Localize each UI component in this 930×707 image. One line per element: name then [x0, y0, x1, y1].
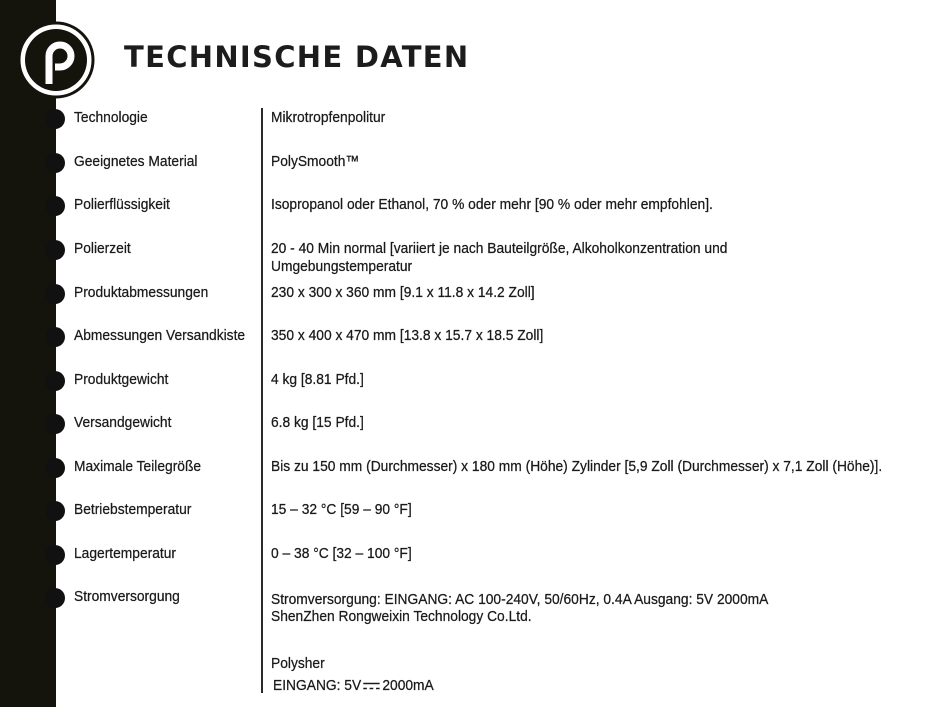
bullet-icon [45, 327, 65, 347]
spec-label: Technologie [74, 109, 148, 126]
bullet-icon [45, 153, 65, 173]
bullet-icon [45, 545, 65, 565]
spec-label: Betriebstemperatur [74, 501, 192, 518]
power-supply-line-1: Stromversorgung: EINGANG: AC 100-240V, 50/60Hz, 0.4A Ausgang: 5V 2000mA [271, 591, 769, 608]
spec-value: Isopropanol oder Ethanol, 70 % oder mehr [90 % oder mehr empfohlen]. [271, 196, 713, 213]
bullet-icon [45, 414, 65, 434]
bullet-icon [45, 240, 65, 260]
bullet-icon [45, 109, 65, 129]
spec-label: Maximale Teilegröße [74, 458, 202, 475]
spec-value: 6.8 kg [15 Pfd.] [271, 414, 364, 431]
spec-label: Geeignetes Material [74, 153, 198, 170]
spec-value: 350 x 400 x 470 mm [13.8 x 15.7 x 18.5 Zoll] [271, 327, 544, 344]
device-input-suffix: 2000mA [382, 677, 434, 694]
bullet-icon [45, 588, 65, 608]
spec-label: Lagertemperatur [74, 545, 177, 562]
spec-value: 230 x 300 x 360 mm [9.1 x 11.8 x 14.2 Zoll] [271, 284, 535, 301]
device-input-rating [273, 677, 434, 695]
spec-label: Polierzeit [74, 240, 131, 257]
dc-current-icon [363, 681, 380, 691]
power-supply-line-2: ShenZhen Rongweixin Technology Co.Ltd. [271, 608, 532, 625]
polysher-logo-icon [16, 20, 96, 100]
spec-value: PolySmooth™ [271, 153, 360, 170]
spec-value: Mikrotropfenpolitur [271, 109, 386, 126]
device-input-prefix: EINGANG: 5V [273, 677, 362, 694]
bullet-icon [45, 196, 65, 216]
bullet-icon [45, 284, 65, 304]
spec-label: Polierflüssigkeit [74, 196, 170, 213]
spec-value: 20 - 40 Min normal [variiert je nach Bauteilgröße, Alkoholkonzentration und Umgebungstemperatur [271, 240, 728, 275]
spec-value: 0 – 38 °C [32 – 100 °F] [271, 545, 412, 562]
column-divider [261, 108, 263, 693]
spec-value: Bis zu 150 mm (Durchmesser) x 180 mm (Höhe) Zylinder [5,9 Zoll (Durchmesser) x 7,1 Zoll (Höhe)]. [271, 458, 883, 475]
bullet-icon [45, 371, 65, 391]
spec-label: Versandgewicht [74, 414, 172, 431]
page-title: TECHNISCHE DATEN [124, 40, 470, 74]
spec-label: Produktgewicht [74, 371, 169, 388]
spec-label: Abmessungen Versandkiste [74, 327, 246, 344]
spec-label: Produktabmessungen [74, 284, 209, 301]
bullet-icon [45, 458, 65, 478]
spec-label: Stromversorgung [74, 588, 180, 605]
spec-value: 15 – 32 °C [59 – 90 °F] [271, 501, 412, 518]
bullet-icon [45, 501, 65, 521]
device-name: Polysher [271, 655, 325, 672]
spec-value: 4 kg [8.81 Pfd.] [271, 371, 364, 388]
